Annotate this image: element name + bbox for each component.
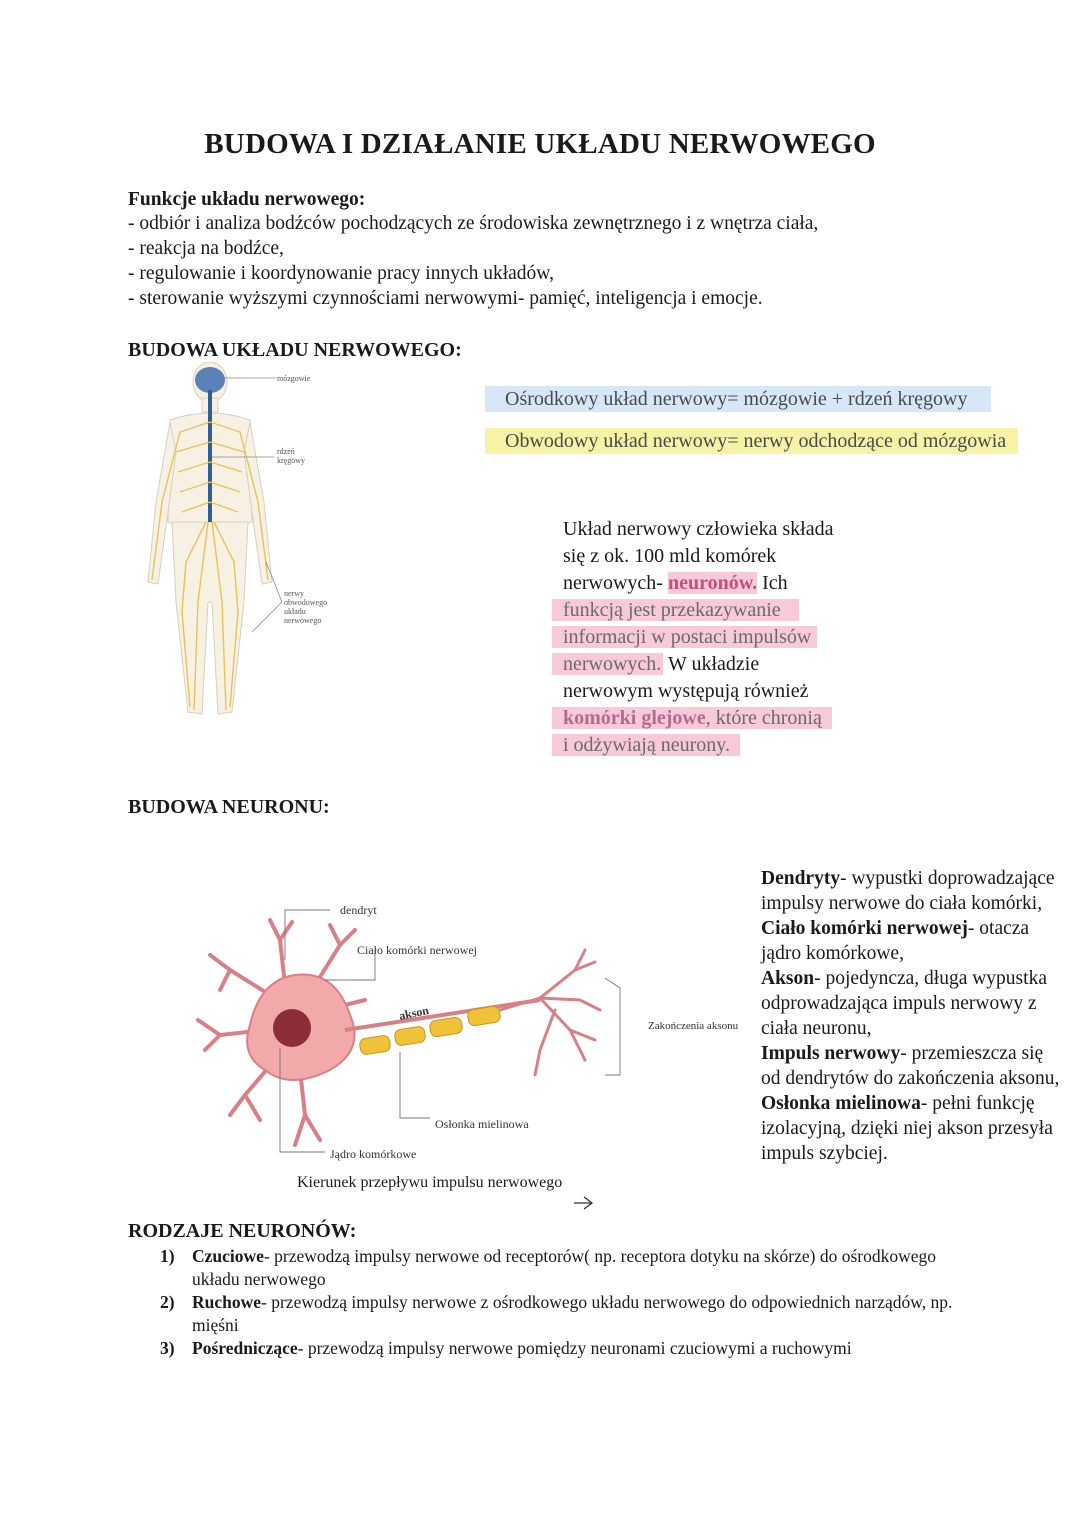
definition-item: [761, 866, 1066, 916]
label-spinal-cord: rdzeń: [277, 447, 295, 456]
list-item: [128, 1245, 978, 1291]
list-item: - odbiór i analiza bodźców pochodzących ze środowiska zewnętrznego i z wnętrza ciała,: [128, 213, 819, 234]
structure-heading: BUDOWA UKŁADU NERWOWEGO:: [128, 339, 462, 361]
definition-text: - wypustki doprowadzające impulsy nerwowe do ciała komórki,: [761, 868, 1055, 914]
central-nervous-system-def: Ośrodkowy układ nerwowy= mózgowie + rdzeń kręgowy: [485, 386, 991, 412]
paragraph-text: W układzie: [667, 653, 760, 675]
list-number: 1): [160, 1246, 175, 1266]
label-peripheral: obwodowego: [284, 598, 328, 607]
label-axon: akson: [397, 1003, 431, 1023]
definition-term: Akson: [761, 968, 815, 989]
list-item: - reakcja na bodźce,: [128, 238, 284, 259]
nervous-system-figure: [140, 362, 350, 732]
type-term: Ruchowe: [192, 1292, 262, 1312]
neuron-heading: BUDOWA NEURONU:: [128, 796, 330, 818]
neuron-definitions: [761, 866, 1066, 1166]
paragraph-line: się z ok. 100 mld komórek: [563, 545, 777, 567]
type-term: Pośredniczące: [192, 1338, 298, 1358]
glial-term: komórki glejowe: [563, 707, 706, 729]
paragraph-highlight: informacji w postaci impulsów: [552, 626, 817, 648]
list-item: - sterowanie wyższymi czynnościami nerwowymi- pamięć, inteligencja i emocje.: [128, 288, 763, 309]
label-cell-body: Ciało komórki nerwowej: [357, 943, 477, 957]
paragraph-line: Układ nerwowy człowieka składa: [563, 518, 834, 540]
label-impulse-direction: Kierunek przepływu impulsu nerwowego: [297, 1174, 563, 1191]
types-heading: RODZAJE NEURONÓW:: [128, 1220, 357, 1242]
neuron-paragraph: [552, 516, 882, 759]
nucleus-icon: [273, 1009, 311, 1047]
definition-term: Dendryty: [761, 868, 841, 889]
label-peripheral: nerwy: [284, 589, 304, 598]
page-title: BUDOWA I DZIAŁANIE UKŁADU NERWOWEGO: [204, 128, 876, 160]
list-number: 3): [160, 1338, 175, 1358]
type-text: - przewodzą impulsy nerwowe z ośrodkowego układu nerwowego do odpowiednich narządów, np. mięśni: [192, 1292, 953, 1335]
paragraph-line: nerwowym występują również: [563, 680, 809, 702]
type-text: - przewodzą impulsy nerwowe pomiędzy neuronami czuciowymi a ruchowymi: [297, 1338, 852, 1358]
label-spinal-cord: kręgowy: [277, 456, 305, 465]
label-peripheral: nerwowego: [284, 616, 322, 625]
paragraph-highlight: i odżywiają neurony.: [552, 734, 740, 756]
definition-text: - przemieszcza się od dendrytów do zakończenia aksonu,: [761, 1043, 1060, 1089]
definition-text: - otacza jądro komórkowe,: [761, 918, 1030, 964]
label-brain: mózgowie: [277, 374, 311, 383]
type-term: Czuciowe: [192, 1246, 264, 1266]
neurons-term: neuronów.: [667, 572, 758, 594]
list-item: [128, 1337, 978, 1360]
list-item: - regulowanie i koordynowanie pracy innych układów,: [128, 263, 554, 284]
functions-section: [128, 189, 818, 311]
paragraph-text: Ich: [762, 572, 788, 594]
definition-term: Ciało komórki nerwowej: [761, 918, 968, 939]
list-number: 2): [160, 1292, 175, 1312]
list-item: [128, 1291, 978, 1337]
paragraph-highlight: funkcją jest przekazywanie: [552, 599, 799, 621]
paragraph-highlight: nerwowych.: [552, 653, 663, 675]
paragraph-text: nerwowych-: [563, 572, 663, 594]
definition-item: [761, 966, 1066, 1041]
functions-list: [128, 211, 818, 311]
label-nucleus: Jądro komórkowe: [330, 1147, 417, 1161]
label-axon-terminals: Zakończenia aksonu: [648, 1020, 739, 1032]
label-myelin: Osłonka mielinowa: [435, 1117, 529, 1131]
definition-term: Osłonka mielinowa: [761, 1093, 921, 1114]
peripheral-nervous-system-def: Obwodowy układ nerwowy= nerwy odchodzące od mózgowia: [485, 428, 1018, 454]
definition-item: [761, 1041, 1066, 1091]
brain-icon: [195, 367, 225, 393]
functions-heading: Funkcje układu nerwowego:: [128, 189, 366, 210]
paragraph-text: , które chronią: [705, 707, 822, 729]
type-text: - przewodzą impulsy nerwowe od receptorów( np. receptora dotyku na skórze) do ośrodkowego układu nerwowego: [192, 1246, 937, 1289]
neuron-types: [128, 1245, 978, 1360]
definition-item: [761, 1091, 1066, 1166]
definition-text: - pełni funkcję izolacyjną, dzięki niej akson przesyła impuls szybciej.: [761, 1093, 1053, 1164]
label-dendrite: dendryt: [340, 903, 377, 917]
definition-term: Impuls nerwowy: [761, 1043, 901, 1064]
definition-text: - pojedyncza, długa wypustka odprowadzająca impuls nerwowy z ciała neuronu,: [761, 968, 1047, 1039]
definition-item: [761, 916, 1066, 966]
arrow-right-icon: [574, 1195, 594, 1211]
label-peripheral: układu: [284, 607, 306, 616]
